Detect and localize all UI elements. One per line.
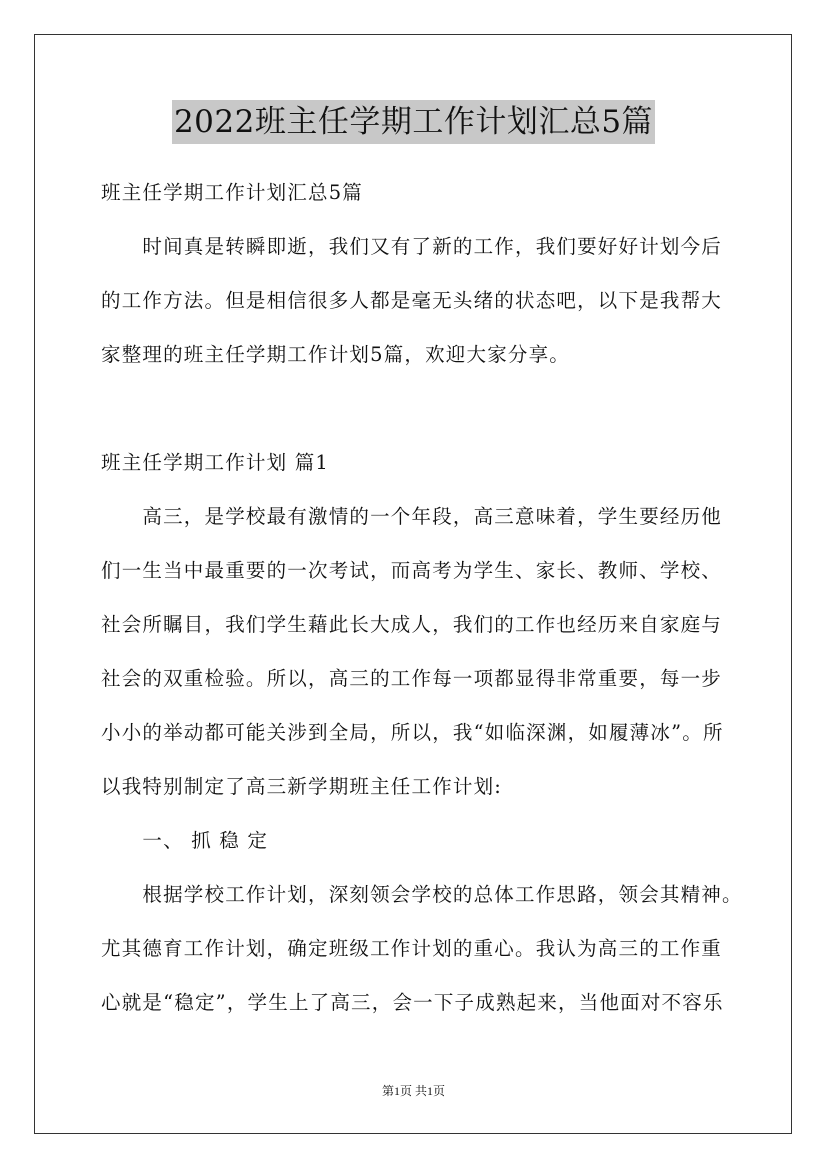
paragraph-line: 以我特别制定了高三新学期班主任工作计划:	[101, 775, 503, 798]
paragraph-line: 尤其德育工作计划，确定班级工作计划的重心。我认为高三的工作重	[101, 937, 723, 960]
paragraph-line: 高三，是学校最有激情的一个年段，高三意味着，学生要经历他	[101, 505, 723, 528]
document-title: 2022班主任学期工作计划汇总5篇	[172, 100, 655, 144]
paragraph-line: 的工作方法。但是相信很多人都是毫无头绪的状态吧，以下是我帮大	[101, 289, 723, 312]
paragraph-line: 社会的双重检验。所以，高三的工作每一项都显得非常重要，每一步	[101, 667, 723, 690]
section-heading: 班主任学期工作计划 篇1	[101, 451, 330, 474]
paragraph-line: 家整理的班主任学期工作计划5篇，欢迎大家分享。	[101, 343, 571, 366]
paragraph-line: 根据学校工作计划，深刻领会学校的总体工作思路，领会其精神。	[101, 883, 743, 906]
paragraph-line: 小小的举动都可能关涉到全局，所以，我“如临深渊，如履薄冰”。所	[101, 721, 724, 744]
subsection-heading: 一、 抓 稳 定	[101, 829, 269, 852]
paragraph-line: 心就是“稳定”，学生上了高三，会一下子成熟起来，当他面对不容乐	[101, 991, 724, 1014]
title-container	[0, 100, 827, 144]
subtitle-line: 班主任学期工作计划汇总5篇	[101, 181, 364, 204]
page-footer: 第1页 共1页	[381, 1084, 445, 1098]
paragraph-line: 时间真是转瞬即逝，我们又有了新的工作，我们要好好计划今后	[101, 235, 723, 258]
paragraph-line: 社会所瞩目，我们学生藉此长大成人，我们的工作也经历来自家庭与	[101, 613, 723, 636]
paragraph-line: 们一生当中最重要的一次考试，而高考为学生、家长、教师、学校、	[101, 559, 723, 582]
